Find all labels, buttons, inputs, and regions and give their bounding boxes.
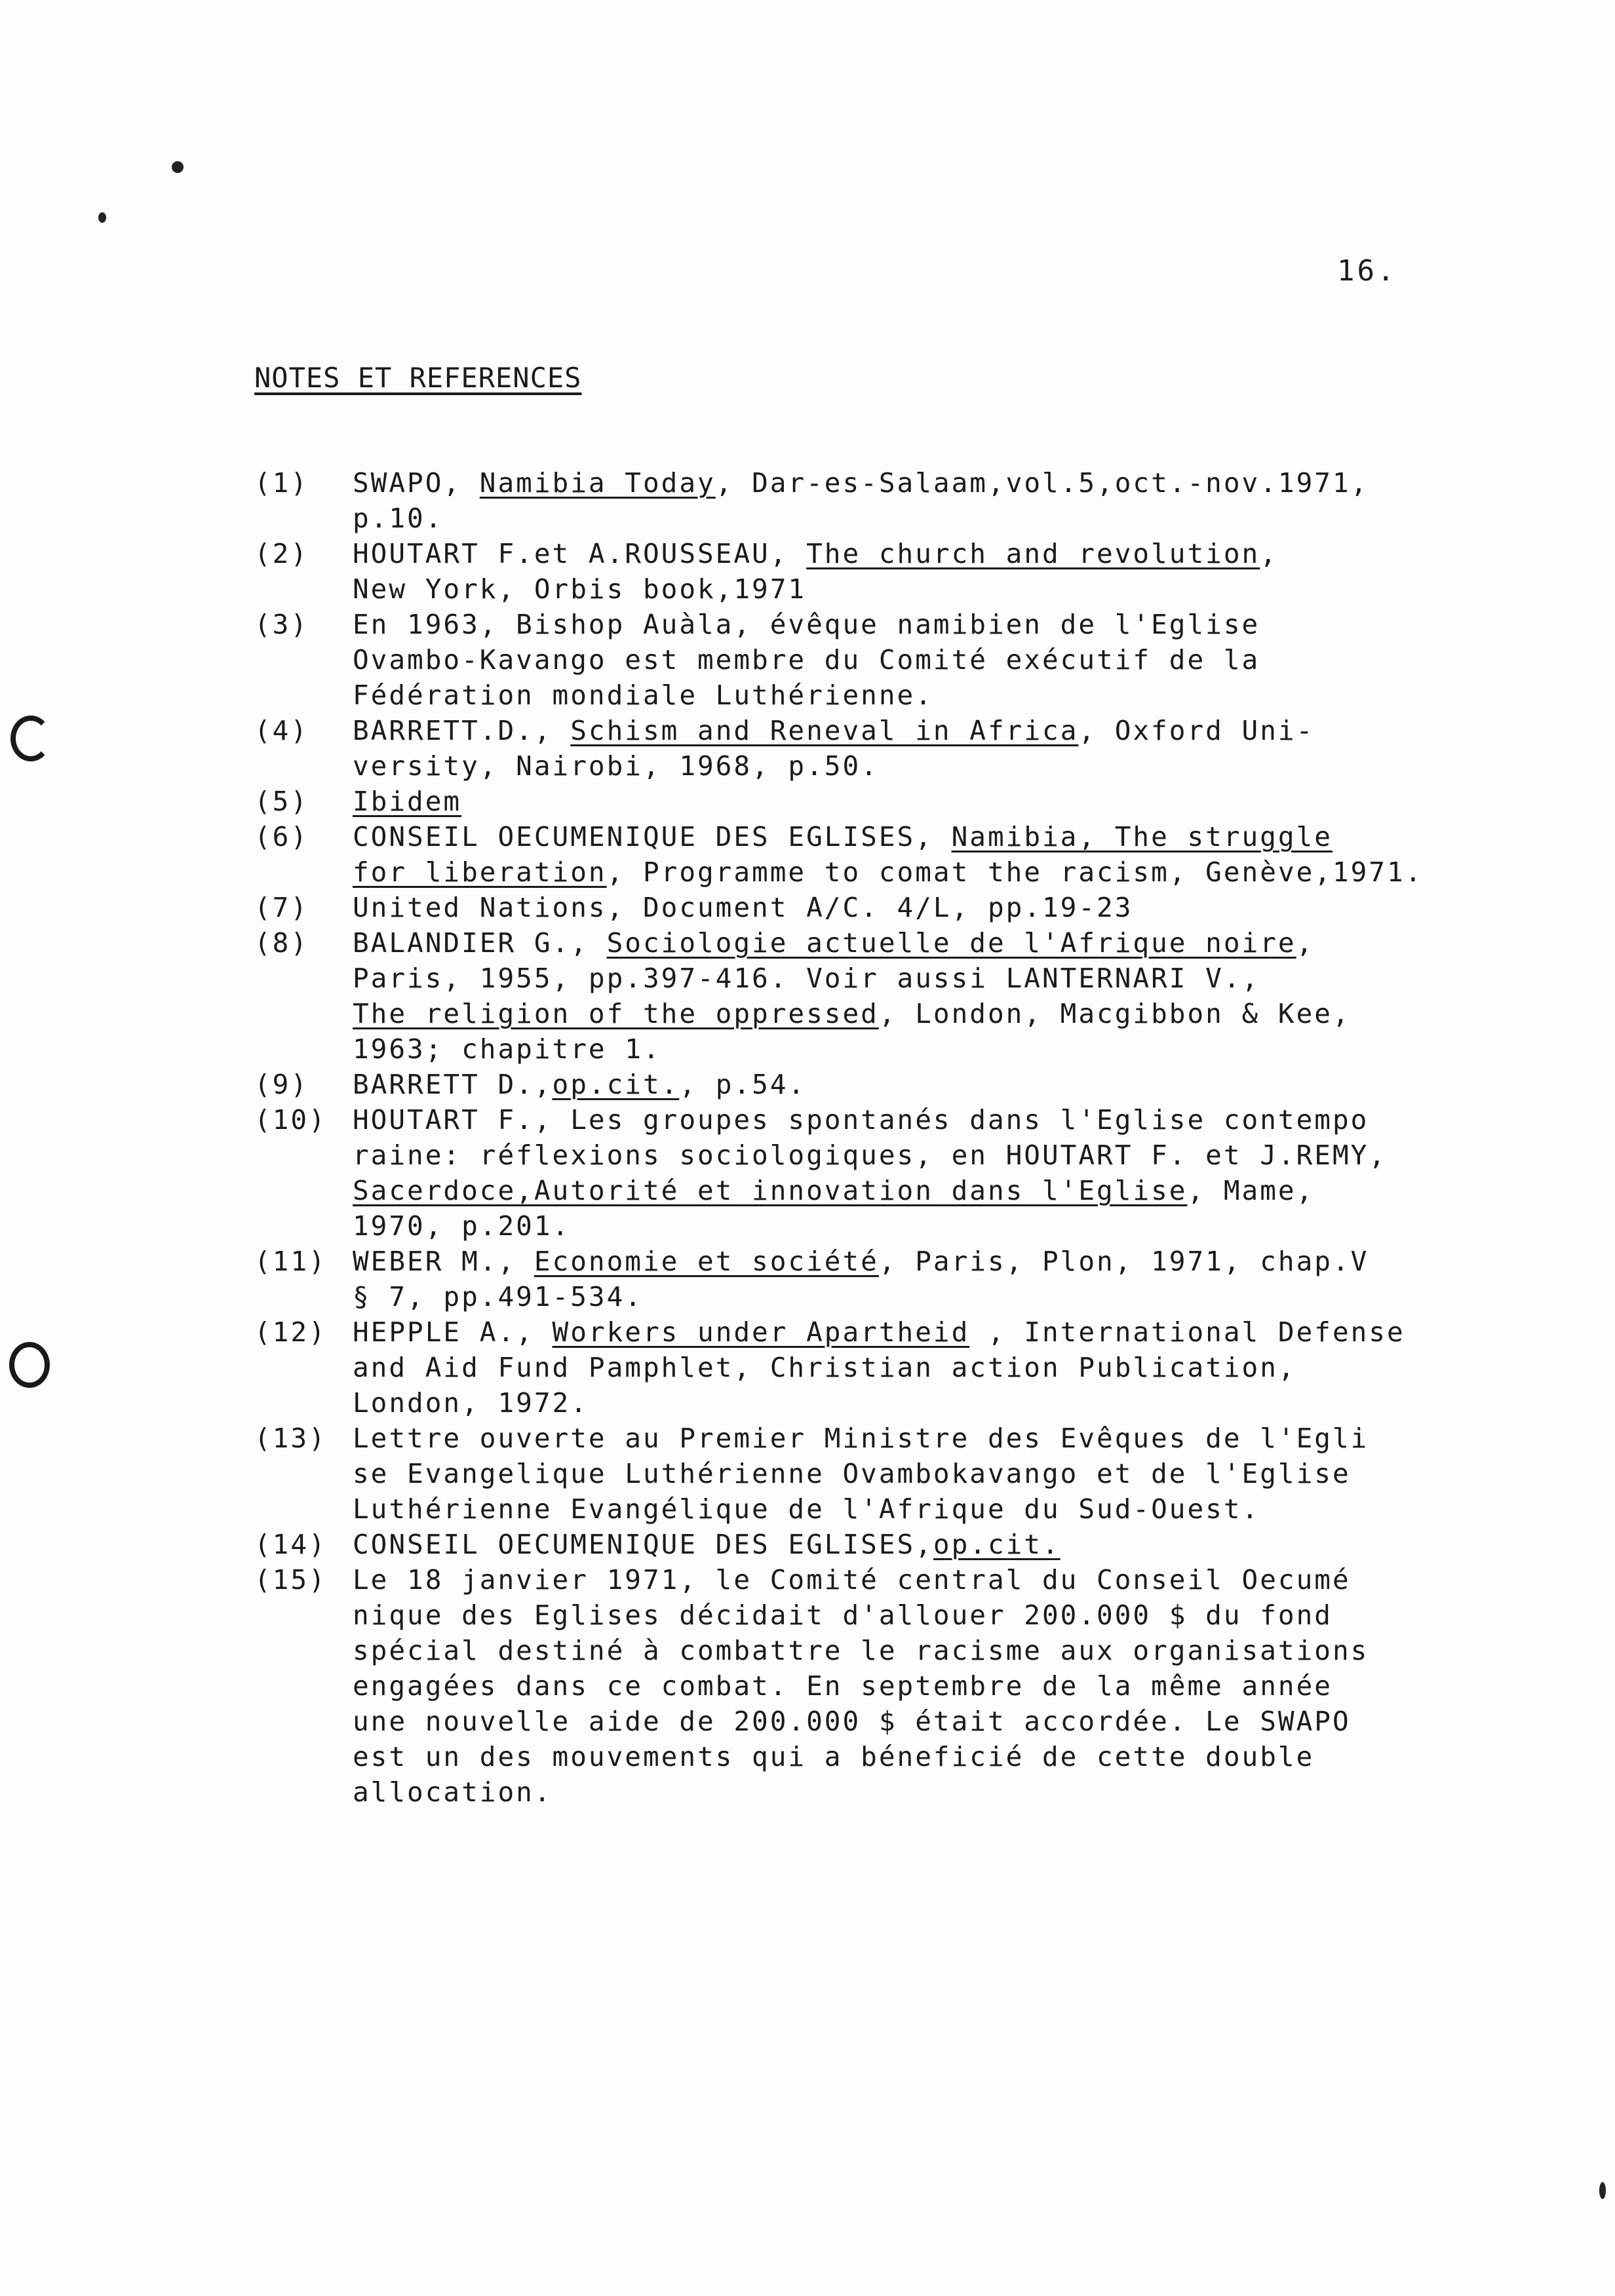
note-fragment: Ovambo-Kavango est membre du Comité exécutif de la (353, 644, 1260, 676)
note-fragment: , (1260, 538, 1278, 569)
note-line (353, 996, 1539, 1031)
note-fragment: 1970, p.201. (353, 1210, 571, 1242)
note-item (254, 890, 1539, 925)
note-fragment: Fédération mondiale Luthérienne. (353, 679, 933, 711)
note-line (353, 501, 1539, 536)
note-line (353, 571, 1539, 607)
note-line (353, 1385, 1539, 1421)
note-fragment: une nouvelle aide de 200.000 $ était accordée. Le SWAPO (353, 1706, 1351, 1737)
underlined-title: The religion of the oppressed (353, 998, 879, 1029)
note-fragment: , Mame, (1187, 1175, 1315, 1206)
note-line (353, 607, 1539, 642)
underlined-title: op.cit. (552, 1069, 680, 1100)
note-item (254, 1562, 1539, 1810)
note-fragment: United Nations, Document A/C. 4/L, pp.19-23 (353, 892, 1133, 923)
note-line (353, 1527, 1539, 1562)
note-fragment: WEBER M., (353, 1246, 534, 1277)
note-fragment: Le 18 janvier 1971, le Comité central du Conseil Oecumé (353, 1564, 1351, 1596)
note-line (353, 1031, 1539, 1067)
note-fragment: allocation. (353, 1776, 553, 1808)
notes-list (254, 465, 1539, 1810)
note-line (353, 854, 1539, 890)
note-number: (7) (254, 892, 309, 923)
note-text (353, 819, 1539, 890)
note-item (254, 1314, 1539, 1421)
note-line (353, 1102, 1539, 1138)
note-line (353, 465, 1539, 501)
note-fragment: engagées dans ce combat. En septembre de la même année (353, 1670, 1333, 1702)
note-line (353, 1598, 1539, 1633)
note-fragment: Paris, 1955, pp.397-416. Voir aussi LANTERNARI V., (353, 963, 1260, 994)
note-number: (13) (254, 1423, 327, 1454)
note-line (353, 1138, 1539, 1173)
underlined-title: The church and revolution (806, 538, 1260, 569)
punch-hole-mark (9, 1342, 50, 1388)
underlined-title: Namibia, The struggle (951, 821, 1333, 852)
note-fragment: , Oxford Uni- (1078, 715, 1315, 746)
note-item (254, 607, 1539, 713)
note-fragment: HOUTART F.et A.ROUSSEAU, (353, 538, 807, 569)
note-line (353, 819, 1539, 854)
note-item (254, 1421, 1539, 1527)
note-line (353, 784, 1539, 819)
note-item (254, 536, 1539, 607)
note-line (353, 1279, 1539, 1314)
note-number: (9) (254, 1069, 309, 1100)
note-item (254, 1527, 1539, 1562)
note-fragment: , Programme to comat the racism, Genève,1971. (606, 856, 1424, 888)
note-item (254, 1067, 1539, 1102)
note-item (254, 925, 1539, 1067)
note-fragment: CONSEIL OECUMENIQUE DES EGLISES, (353, 1529, 933, 1560)
note-number: (2) (254, 538, 309, 569)
page-number: 16. (1337, 254, 1397, 288)
note-line (353, 1067, 1539, 1102)
note-line (353, 748, 1539, 784)
note-number: (14) (254, 1529, 327, 1560)
note-fragment: En 1963, Bishop Auàla, évêque namibien de l'Eglise (353, 609, 1260, 640)
note-line (353, 536, 1539, 571)
note-line (353, 1244, 1539, 1279)
note-text (353, 1527, 1539, 1562)
note-line (353, 1421, 1539, 1456)
note-fragment: versity, Nairobi, 1968, p.50. (353, 750, 879, 782)
note-number: (15) (254, 1564, 327, 1596)
note-number: (1) (254, 467, 309, 499)
underlined-title: for liberation (353, 856, 607, 888)
note-line (353, 1350, 1539, 1385)
note-item (254, 1244, 1539, 1314)
note-fragment: , Dar-es-Salaam,vol.5,oct.-nov.1971, (715, 467, 1369, 499)
note-line (353, 1668, 1539, 1704)
note-fragment: spécial destiné à combattre le racisme aux organisations (353, 1635, 1369, 1666)
note-text (353, 465, 1539, 536)
note-item (254, 1102, 1539, 1244)
note-fragment: 1963; chapitre 1. (353, 1033, 661, 1065)
note-line (353, 925, 1539, 961)
note-line (353, 1314, 1539, 1350)
note-text (353, 1244, 1539, 1314)
note-fragment: § 7, pp.491-534. (353, 1281, 643, 1312)
note-fragment: , London, Macgibbon & Kee, (878, 998, 1351, 1029)
note-fragment: BARRETT D., (353, 1069, 553, 1100)
underlined-title: Economie et société (534, 1246, 879, 1277)
note-text (353, 713, 1539, 784)
note-line (353, 1704, 1539, 1739)
note-number: (6) (254, 821, 309, 852)
note-fragment: p.10. (353, 503, 444, 534)
punch-hole-mark (10, 716, 51, 761)
note-number: (11) (254, 1246, 327, 1277)
note-line (353, 1208, 1539, 1244)
note-line (353, 961, 1539, 996)
note-number: (4) (254, 715, 309, 746)
note-fragment: raine: réflexions sociologiques, en HOUTART F. et J.REMY, (353, 1139, 1387, 1171)
note-line (353, 890, 1539, 925)
note-text (353, 536, 1539, 607)
note-fragment: est un des mouvements qui a béneficié de cette double (353, 1741, 1315, 1772)
underlined-title: Sacerdoce,Autorité et innovation dans l'Eglise (353, 1175, 1188, 1206)
note-line (353, 1456, 1539, 1491)
note-text (353, 925, 1539, 1067)
note-number: (8) (254, 927, 309, 959)
note-line (353, 713, 1539, 748)
note-item (254, 713, 1539, 784)
ink-speck (172, 161, 184, 173)
note-fragment: Lettre ouverte au Premier Ministre des Evêques de l'Egli (353, 1423, 1369, 1454)
note-text (353, 784, 1539, 819)
underlined-title: Namibia Today (479, 467, 716, 499)
note-line (353, 1633, 1539, 1668)
note-fragment: CONSEIL OECUMENIQUE DES EGLISES, (353, 821, 952, 852)
note-text (353, 1562, 1539, 1810)
page-title: NOTES ET REFERENCES (254, 362, 582, 394)
underlined-title: Ibidem (353, 786, 462, 817)
note-line (353, 1774, 1539, 1810)
note-fragment: HOUTART F., Les groupes spontanés dans l'Eglise contempo (353, 1104, 1369, 1136)
note-line (353, 678, 1539, 713)
note-item (254, 784, 1539, 819)
note-fragment: , Paris, Plon, 1971, chap.V (878, 1246, 1369, 1277)
note-fragment: , International Defense (969, 1316, 1405, 1348)
note-fragment: Luthérienne Evangélique de l'Afrique du Sud-Ouest. (353, 1493, 1260, 1525)
note-text (353, 1067, 1539, 1102)
note-number: (5) (254, 786, 309, 817)
note-fragment: and Aid Fund Pamphlet, Christian action Publication, (353, 1352, 1296, 1383)
note-fragment: BARRETT.D., (353, 715, 571, 746)
note-number: (10) (254, 1104, 327, 1136)
note-item (254, 465, 1539, 536)
underlined-title: op.cit. (933, 1529, 1060, 1560)
note-line (353, 1739, 1539, 1774)
ink-speck (98, 212, 106, 223)
note-number: (12) (254, 1316, 327, 1348)
note-fragment: , p.54. (679, 1069, 807, 1100)
note-fragment: London, 1972. (353, 1387, 589, 1419)
underlined-title: Workers under Apartheid (552, 1316, 970, 1348)
note-line (353, 1562, 1539, 1598)
note-fragment: BALANDIER G., (353, 927, 607, 959)
note-text (353, 1314, 1539, 1421)
note-fragment: SWAPO, (353, 467, 480, 499)
note-line (353, 1491, 1539, 1527)
ink-speck (1599, 2182, 1606, 2199)
note-text (353, 1102, 1539, 1244)
note-fragment: HEPPLE A., (353, 1316, 553, 1348)
note-fragment: , (1296, 927, 1315, 959)
underlined-title: Schism and Reneval in Africa (570, 715, 1079, 746)
note-fragment: New York, Orbis book,1971 (353, 573, 807, 605)
note-line (353, 642, 1539, 678)
note-text (353, 607, 1539, 713)
note-item (254, 819, 1539, 890)
note-fragment: se Evangelique Luthérienne Ovambokavango et de l'Eglise (353, 1458, 1351, 1489)
note-line (353, 1173, 1539, 1208)
underlined-title: Sociologie actuelle de l'Afrique noire (606, 927, 1296, 959)
note-number: (3) (254, 609, 309, 640)
note-text (353, 890, 1539, 925)
note-fragment: nique des Eglises décidait d'allouer 200.000 $ du fond (353, 1599, 1333, 1631)
note-text (353, 1421, 1539, 1527)
